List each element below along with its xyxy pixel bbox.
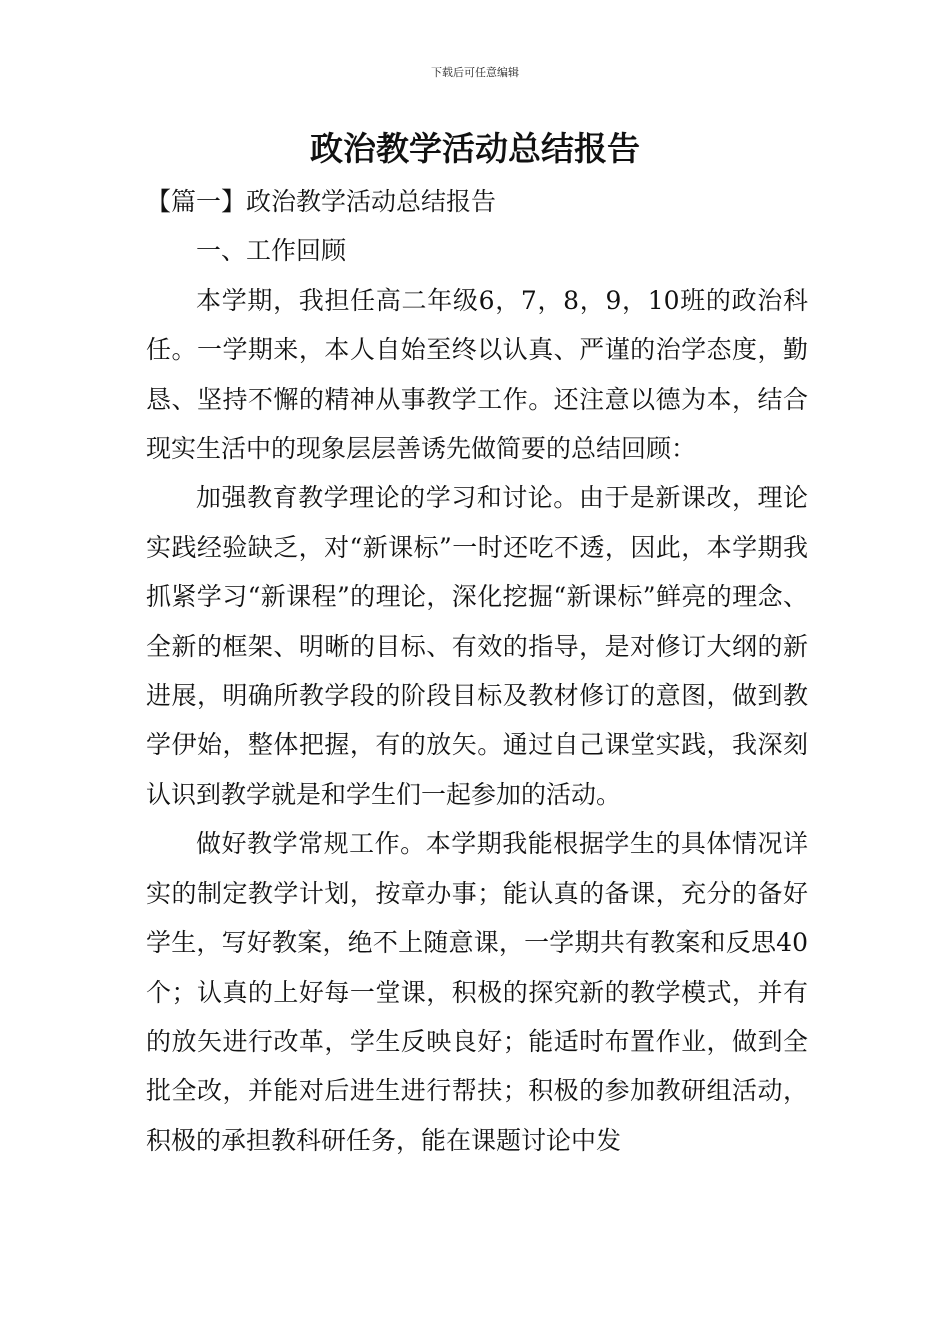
- subtitle: 【篇一】政治教学活动总结报告: [146, 187, 497, 216]
- section-heading: 一、工作回顾: [196, 236, 347, 266]
- document-title: 政治教学活动总结报告: [310, 129, 640, 168]
- header-note: 下载后可任意编辑: [431, 66, 519, 79]
- paragraph: 本学期，我担任高二年级6，7，8，9，10班的政治科任。一学期来，本人自始至终以认真、严谨的治学态度，勤恳、坚持不懈的精神从事教学工作。还注意以德为本，结合现实生活中的现象层层善诱先做简要的总结回顾：: [146, 285, 808, 464]
- paragraph: 做好教学常规工作。本学期我能根据学生的具体情况详实的制定教学计划，按章办事；能认真的备课，充分的备好学生，写好教案，绝不上随意课，一学期共有教案和反思40个；认真的上好每一堂课，积极的探究新的教学模式，并有的放矢进行改革，学生反映良好；能适时布置作业，做到全批全改，并能对后进生进行帮扶；积极的参加教研组活动，积极的承担教科研任务，能在课题讨论中发: [146, 829, 808, 1155]
- document-body: [146, 177, 808, 1165]
- paragraph: 加强教育教学理论的学习和讨论。由于是新课改，理论实践经验缺乏，对“新课标”一时还吃不透，因此，本学期我抓紧学习“新课程”的理论，深化挖掘“新课标”鲜亮的理念、全新的框架、明晰的目标、有效的指导，是对修订大纲的新进展，明确所教学段的阶段目标及教材修订的意图，做到教学伊始，整体把握，有的放矢。通过自己课堂实践，我深刻认识到教学就是和学生们一起参加的活动。: [146, 483, 808, 809]
